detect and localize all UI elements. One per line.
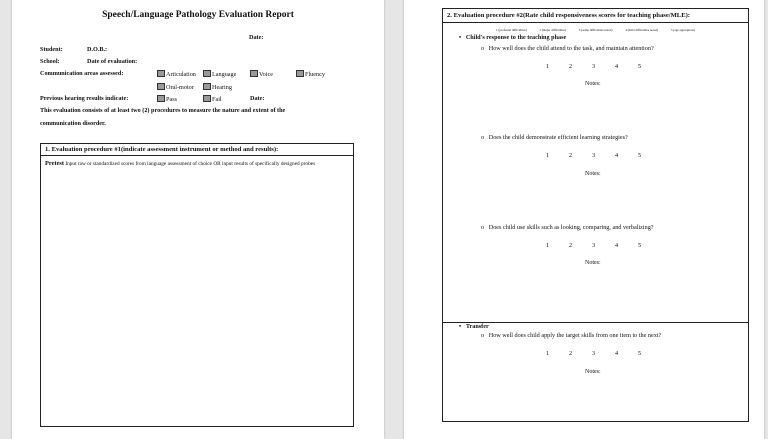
notes-label-q1: Notes:: [585, 81, 601, 87]
evaluation-date-label: Date of evaluation:: [87, 58, 138, 65]
checkbox-icon: [203, 83, 211, 90]
checkbox-icon: [157, 95, 165, 102]
hearing-date-label: Date:: [250, 95, 265, 102]
scale-label: 5 (age appropriate): [670, 28, 696, 32]
question-transfer: o How well does child apply the target skills from one item to the next?: [481, 332, 662, 339]
report-page-2: [404, 0, 764, 439]
rating-option[interactable]: 5: [638, 152, 642, 159]
rating-option[interactable]: 2: [569, 350, 573, 357]
fail-checkbox[interactable]: Fail: [203, 95, 222, 103]
articulation-checkbox[interactable]: Articulation: [157, 70, 196, 78]
evaluation-statement-continued: communication disorder.: [40, 120, 106, 127]
date-label: Date:: [249, 34, 264, 41]
rating-option[interactable]: 4: [615, 63, 619, 70]
question-learning-strategies: o Does the child demonstrate efficient learning strategies?: [481, 134, 628, 141]
rating-option[interactable]: 1: [546, 350, 550, 357]
fluency-checkbox[interactable]: Fluency: [296, 70, 325, 78]
rating-option[interactable]: 5: [638, 63, 642, 70]
rating-option[interactable]: 2: [569, 152, 573, 159]
rating-option[interactable]: 5: [638, 242, 642, 249]
rating-scale-q3[interactable]: [546, 242, 661, 249]
procedure-2-box: [442, 8, 749, 422]
rating-option[interactable]: 2: [569, 242, 573, 249]
report-page-1: [12, 0, 384, 439]
checkbox-icon: [203, 95, 211, 102]
rating-option[interactable]: 2: [569, 63, 573, 70]
checkbox-icon: [296, 70, 304, 77]
communication-areas-label: Communication areas assessed:: [40, 70, 124, 77]
rating-scale-q1[interactable]: [546, 63, 661, 70]
procedure-2-header: 2. Evaluation procedure #2(Rate child responsiveness scores for teaching phase/MLE):: [443, 9, 748, 23]
language-checkbox[interactable]: Language: [203, 70, 236, 78]
rating-option[interactable]: 1: [546, 152, 550, 159]
notes-label-q3: Notes:: [585, 260, 601, 266]
voice-checkbox[interactable]: Voice: [250, 70, 273, 78]
rating-option[interactable]: 3: [592, 350, 596, 357]
rating-scale-q2[interactable]: [546, 152, 661, 159]
rating-option[interactable]: 4: [615, 152, 619, 159]
rating-option[interactable]: 3: [592, 242, 596, 249]
pass-checkbox[interactable]: Pass: [157, 95, 177, 103]
rating-option[interactable]: 3: [592, 152, 596, 159]
procedure-1-header: 1. Evaluation procedure #1(indicate assessment instrument or method and results):: [41, 144, 353, 156]
procedure-1-box[interactable]: [40, 143, 354, 427]
rating-option[interactable]: 5: [638, 350, 642, 357]
scale-label: 4 (mild difficulties noted): [625, 28, 659, 32]
rating-option[interactable]: 3: [592, 63, 596, 70]
section-transfer: • Transfer: [459, 323, 489, 330]
pretest-label: Pretest: [45, 160, 65, 167]
dob-label: D.O.B.:: [87, 46, 108, 53]
student-label: Student:: [40, 46, 63, 53]
school-label: School:: [40, 58, 60, 65]
rating-option[interactable]: 4: [615, 350, 619, 357]
page-title: Speech/Language Pathology Evaluation Report: [102, 10, 294, 20]
scale-label: 2 (major difficulties): [539, 28, 566, 32]
checkbox-icon: [203, 70, 211, 77]
rating-option[interactable]: 4: [615, 242, 619, 249]
rating-scale-transfer[interactable]: [546, 350, 661, 357]
pretest-text: Pretest Input raw or standardized scores from language assessment of choice OR input results of specifically designed probes: [45, 160, 316, 167]
scale-label: 1 (profound difficulties): [495, 28, 527, 32]
question-skills: o Does child use skills such as looking, comparing, and verbalizing?: [481, 224, 654, 231]
checkbox-icon: [157, 70, 165, 77]
rating-option[interactable]: 1: [546, 63, 550, 70]
checkbox-icon: [250, 70, 258, 77]
hearing-results-label: Previous hearing results indicate:: [40, 95, 129, 102]
hearing-checkbox[interactable]: Hearing: [203, 83, 232, 91]
section-teaching-phase: • Child's response to the teaching phase: [459, 34, 567, 41]
oral-motor-checkbox[interactable]: Oral-motor: [157, 83, 194, 91]
rating-option[interactable]: 1: [546, 242, 550, 249]
rating-scale-legend: [443, 28, 748, 32]
notes-label-q2: Notes:: [585, 171, 601, 177]
scale-label: 3 (some difficulties noted): [578, 28, 613, 32]
checkbox-icon: [157, 83, 165, 90]
notes-label-transfer: Notes:: [585, 369, 601, 375]
evaluation-statement: This evaluation consists of at least two (2) procedures to measure the nature and extent of the: [40, 107, 286, 114]
question-attention: o How well does the child attend to the task, and maintain attention?: [481, 45, 654, 52]
